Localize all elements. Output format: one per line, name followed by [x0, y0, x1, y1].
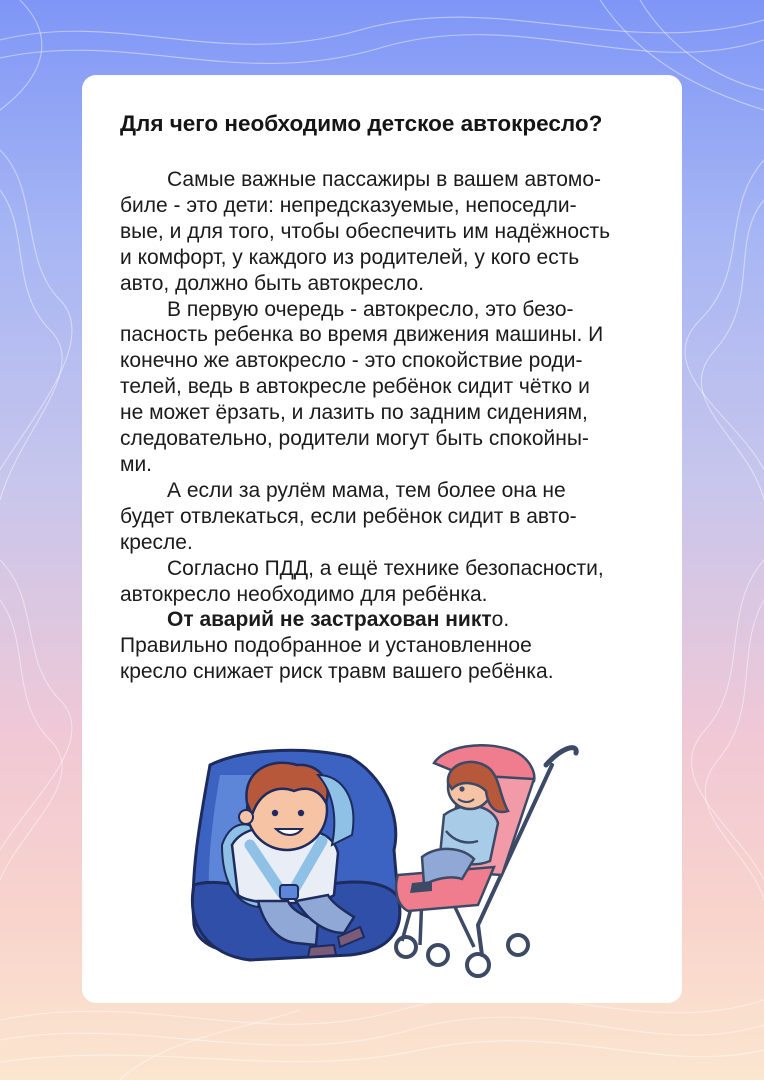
text-line: и комфорт, у каждого из родителей, у кого есть — [120, 245, 580, 269]
text-line: не может ёрзать, и лазить по задним сидениям, — [120, 401, 588, 425]
text-line: вые, и для того, чтобы обеспечить им надёжность — [120, 219, 611, 243]
text-line: ми. — [120, 452, 153, 476]
text-line: В первую очередь - автокресло, это безо- — [167, 297, 574, 321]
page-title: Для чего необходимо детское автокресло? — [120, 111, 603, 136]
illustrations — [82, 75, 682, 1003]
text-line: А если за рулём мама, тем более она не — [167, 478, 566, 502]
text-line: Самые важные пассажиры в вашем автомо- — [167, 168, 602, 191]
text-line: авто, должно быть автокресло. — [120, 271, 424, 295]
text-line: Согласно ПДД, а ещё технике безопасности, — [167, 556, 604, 580]
text-line: пасность ребенка во время движения машины. И — [120, 323, 604, 347]
bold-statement: От аварий не застрахован никт — [167, 608, 492, 632]
text-line: конечно же автокресло - это спокойствие роди- — [120, 349, 583, 373]
text-line: Правильно подобранное и установленное — [120, 634, 532, 658]
text-line: кресло снижает риск травм вашего ребёнка. — [120, 660, 554, 684]
text-line: кресле. — [120, 530, 193, 554]
text-line: автокресло необходимо для ребёнка. — [120, 582, 488, 606]
text-line: телей, ведь в автокресле ребёнок сидит чётко и — [120, 375, 590, 399]
text-line: следовательно, родители могут быть спокойны- — [120, 427, 589, 451]
text-fragment: о. — [491, 608, 510, 632]
content-card — [82, 75, 682, 1003]
child-in-car-seat-illustration — [192, 750, 399, 960]
child-in-stroller-illustration — [396, 745, 576, 976]
text-line: биле - это дети: непредсказуемые, непоседли- — [120, 193, 577, 217]
text-line: будет отвлекаться, если ребёнок сидит в авто- — [120, 504, 577, 528]
